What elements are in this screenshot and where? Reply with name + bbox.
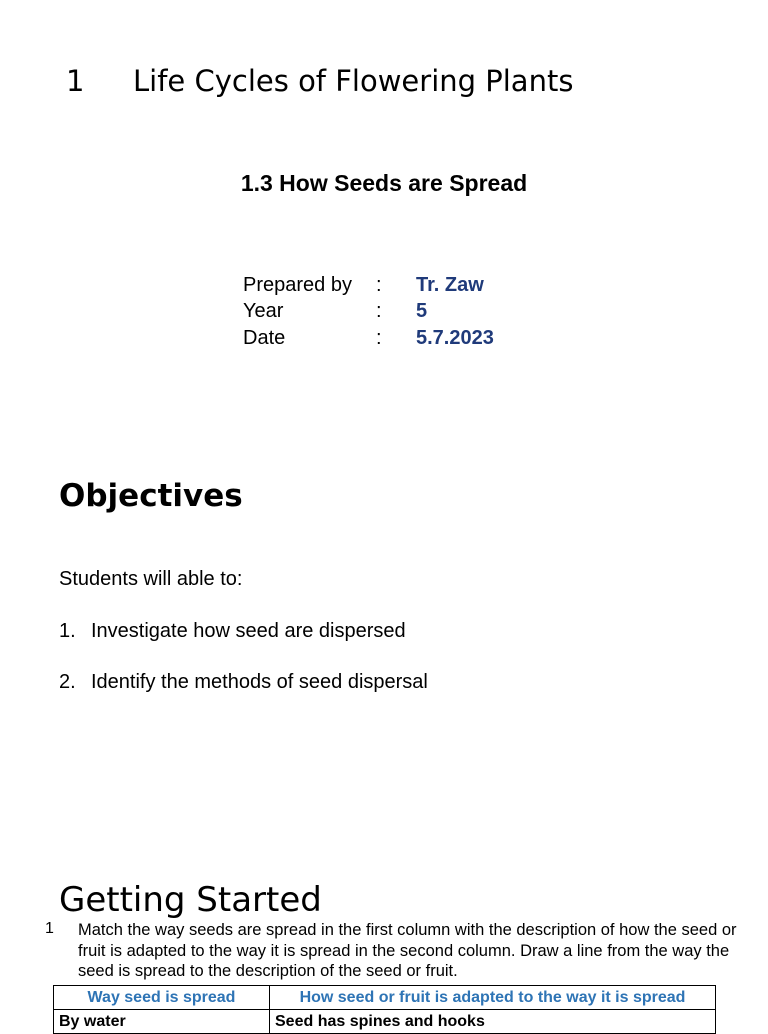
table-cell: Seed has spines and hooks [270, 1010, 716, 1034]
meta-value: Tr. Zaw [416, 274, 484, 296]
meta-label: Year [243, 300, 284, 322]
objective-number: 2. [59, 671, 76, 693]
objective-item [59, 620, 406, 643]
table-row [54, 1010, 716, 1034]
objective-number: 1. [59, 620, 76, 642]
objective-text: Identify the methods of seed dispersal [91, 671, 428, 693]
table-cell: By water [54, 1010, 270, 1034]
instruction-number: 1 [45, 920, 54, 937]
column-header: How seed or fruit is adapted to the way it is spread [270, 986, 716, 1010]
meta-value: 5.7.2023 [416, 327, 494, 349]
meta-separator: : [376, 327, 382, 349]
meta-separator: : [376, 300, 382, 322]
objectives-intro: Students will able to: [59, 568, 243, 590]
column-header: Way seed is spread [54, 986, 270, 1010]
matching-table [53, 985, 716, 1034]
chapter-title: Life Cycles of Flowering Plants [133, 64, 574, 98]
getting-started-heading: Getting Started [59, 880, 322, 920]
lesson-subtitle: 1.3 How Seeds are Spread [240, 170, 528, 196]
meta-value: 5 [416, 300, 428, 322]
meta-separator: : [376, 274, 382, 296]
objective-item [59, 671, 428, 694]
objective-text: Investigate how seed are dispersed [91, 620, 406, 642]
table-header-row [54, 986, 716, 1010]
objectives-heading: Objectives [59, 478, 243, 514]
chapter-number: 1 [66, 64, 85, 98]
meta-label: Prepared by [243, 274, 352, 296]
meta-label: Date [243, 327, 286, 349]
instruction-text: Match the way seeds are spread in the first column with the description of how the seed or fruit is adapted to the way it is spread in the second column. Draw a line from the way the seed is spread to the description of the seed or fruit. [78, 921, 737, 980]
